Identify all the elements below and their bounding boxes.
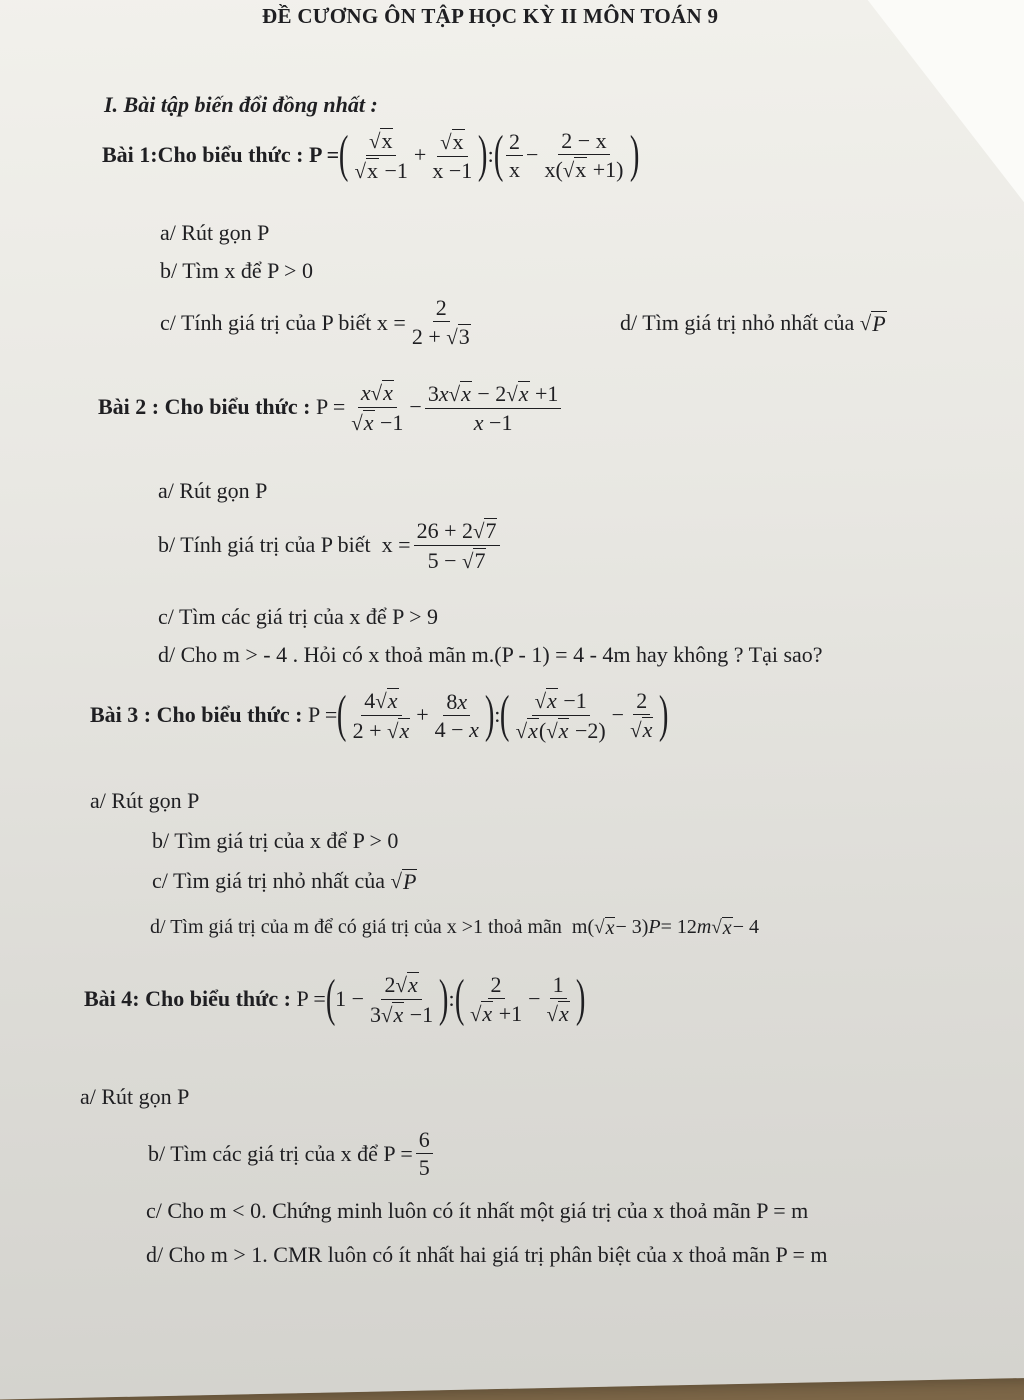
bai3-expression: Bài 3 : Cho biểu thức : P = ( $\frac{4√x}{2 + √x}$ + $\frac{8x}{4 - x}$ ) : ( $\frac{√x -1}{√x(√x -2)}$ − $\frac{2}{√x}$ ): [90, 686, 669, 744]
bai3-label: Bài 3 : Cho biểu thức :: [90, 702, 303, 728]
bai2-b: b/ Tính giá trị của P biết x = $\frac{26 + 2√7}{5 - √7}$: [158, 518, 503, 573]
section-heading: I. Bài tập biến đổi đồng nhất :: [104, 92, 378, 117]
page-title: ĐỀ CƯƠNG ÔN TẬP HỌC KỲ II MÔN TOÁN 9: [262, 4, 719, 28]
bai1-a: a/ Rút gọn P: [160, 220, 270, 245]
bai1-c: c/ Tính giá trị của P biết x = $\frac{2}{2 + √3}$: [160, 295, 470, 350]
bai3-a: a/ Rút gọn P: [90, 788, 200, 813]
bai1-b: b/ Tìm x để P > 0: [160, 258, 313, 283]
bai2-expression: Bài 2 : Cho biểu thức : P = $\frac{x√x}{√x -1}$ − $\frac{3x√x - 2√x +1}{x -1}$: [98, 380, 564, 435]
bai1-d: d/ Tìm giá trị nhỏ nhất của √ P: [620, 310, 886, 336]
bai2-c: c/ Tìm các giá trị của x để P > 9: [158, 604, 438, 629]
bai3-b: b/ Tìm giá trị của x để P > 0: [152, 828, 399, 853]
bai4-c: c/ Cho m < 0. Chứng minh luôn có ít nhất một giá trị của x thoả mãn P = m: [146, 1198, 809, 1223]
bai2-label: Bài 2 : Cho biểu thức :: [98, 394, 311, 420]
bai2-a: a/ Rút gọn P: [158, 478, 268, 503]
bai4-label: Bài 4: Cho biểu thức :: [84, 986, 291, 1012]
bai2-d: d/ Cho m > - 4 . Hỏi có x thoả mãn m.(P - 1) = 4 - 4m hay không ? Tại sao?: [158, 642, 823, 667]
bai4-expression: Bài 4: Cho biểu thức : P = ( 1 − $\frac{2√x}{3√x -1}$ ) : ( $\frac{2}{√x +1}$ − $\frac{1}{√x}$ ): [84, 970, 586, 1028]
bai4-b: b/ Tìm các giá trị của x để P = $\frac{6}{5}$: [148, 1128, 436, 1179]
bai3-c: c/ Tìm giá trị nhỏ nhất của √ P: [152, 868, 417, 894]
bai1-expression: Bài 1:Cho biểu thức : P = ( $\frac{√x}{√x -1}$ + $\frac{√x}{x -1}$ ) : ( $\frac{2}{x}$ − $\frac{2 - x}{x(√x +1)}$ ): [102, 126, 639, 184]
bai4-d: d/ Cho m > 1. CMR luôn có ít nhất hai giá trị phân biệt của x thoả mãn P = m: [146, 1242, 828, 1267]
bai4-a: a/ Rút gọn P: [80, 1084, 190, 1109]
bai1-label: Bài 1:Cho biểu thức :: [102, 142, 304, 168]
bai3-d: d/ Tìm giá trị của m để có giá trị của x >1 thoả mãn m( √ x − 3) P = 12 m √ x − 4: [150, 916, 759, 939]
